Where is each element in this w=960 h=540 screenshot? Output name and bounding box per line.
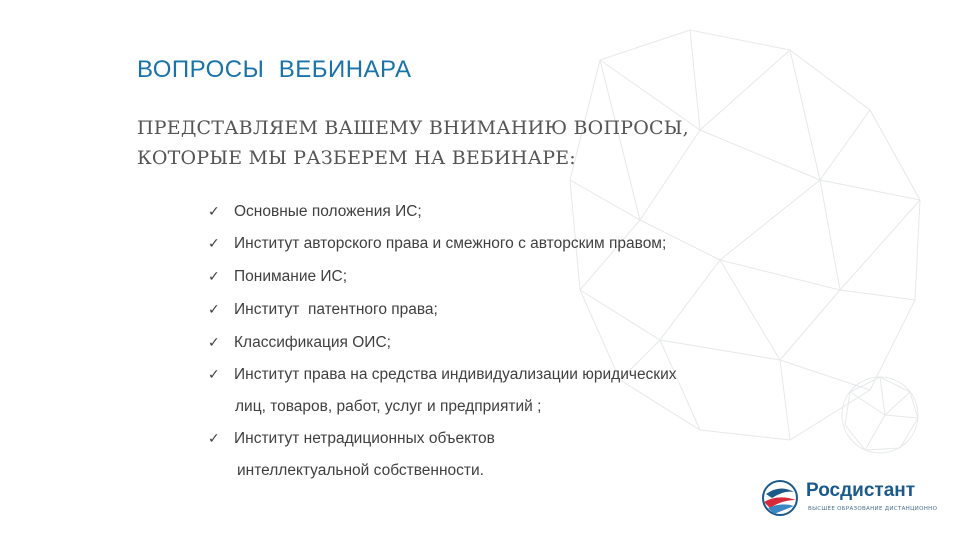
checkmark-icon: ✓ bbox=[208, 269, 220, 285]
subtitle-line: ПРЕДСТАВЛЯЕМ ВАШЕМУ ВНИМАНИЮ ВОПРОСЫ, bbox=[137, 117, 689, 139]
list-item: ✓ Институт нетрадиционных объектов bbox=[208, 430, 495, 447]
list-item: ✓ Понимание ИС; bbox=[208, 268, 348, 285]
list-item: ✓ Институт права на средства индивидуализации юридических bbox=[208, 366, 677, 383]
list-item: ✓ Институт патентного права; bbox=[208, 301, 438, 318]
checkmark-icon: ✓ bbox=[208, 204, 220, 220]
globe-swirl-icon bbox=[758, 476, 802, 520]
checkmark-icon: ✓ bbox=[208, 367, 220, 383]
list-item: ✓ Классификация ОИС; bbox=[208, 334, 391, 351]
checkmark-icon: ✓ bbox=[208, 236, 220, 252]
slide-subtitle bbox=[137, 113, 757, 173]
subtitle-line: КОТОРЫЕ МЫ РАЗБЕРЕМ НА ВЕБИНАРЕ: bbox=[137, 147, 576, 169]
list-item-continuation: лиц, товаров, работ, услуг и предприятий ; bbox=[235, 398, 542, 415]
logo-name: Росдистант bbox=[806, 480, 916, 501]
list-item: ✓ Основные положения ИС; bbox=[208, 203, 422, 220]
slide-title: ВОПРОСЫ ВЕБИНАРА bbox=[137, 56, 412, 83]
list-item: ✓ Институт авторского права и смежного с авторским правом; bbox=[208, 235, 667, 252]
checkmark-icon: ✓ bbox=[208, 302, 220, 318]
list-item-continuation: интеллектуальной собственности. bbox=[237, 462, 484, 479]
rosdistant-logo bbox=[758, 476, 938, 520]
checkmark-icon: ✓ bbox=[208, 335, 220, 351]
logo-tagline: ВЫСШЕЕ ОБРАЗОВАНИЕ ДИСТАНЦИОННО bbox=[808, 506, 938, 512]
checkmark-icon: ✓ bbox=[208, 431, 220, 447]
